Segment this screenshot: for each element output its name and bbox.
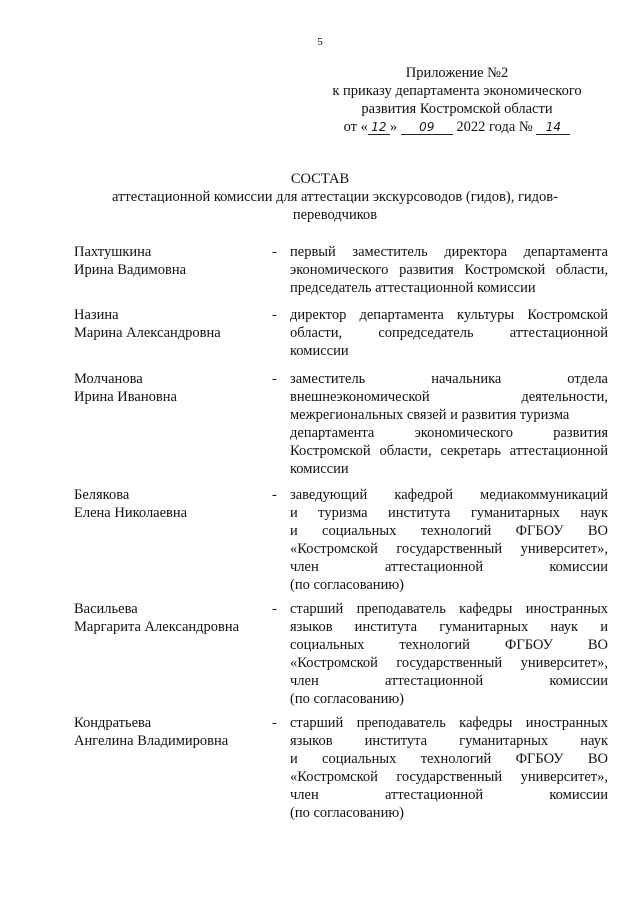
- year-text: 2022 года №: [456, 119, 533, 135]
- role-line: член аттестационной комиссии: [290, 787, 608, 803]
- role-line: первый заместитель директора департамента: [290, 244, 608, 260]
- role-line: директор департамента культуры Костромской: [290, 307, 608, 323]
- member-surname: Белякова: [74, 487, 130, 503]
- role-line: комиссии: [290, 461, 349, 477]
- page-number: 5: [317, 36, 323, 48]
- role-line: межрегиональных связей и развития туризма: [290, 407, 570, 423]
- member-dash: -: [272, 601, 277, 617]
- member-given-name: Елена Николаевна: [74, 505, 188, 521]
- member-surname: Васильева: [74, 601, 138, 617]
- member-given-name: Ирина Ивановна: [74, 389, 177, 405]
- role-line: и социальных технологий ФГБОУ ВО: [290, 523, 608, 539]
- appendix-header: [326, 64, 588, 136]
- member-surname: Кондратьева: [74, 715, 152, 731]
- date-mid: »: [389, 119, 398, 135]
- role-line: экономического развития Костромской области,: [290, 262, 608, 278]
- role-line: комиссии: [290, 343, 349, 359]
- member-role: [290, 486, 608, 594]
- role-line: «Костромской государственный университет»,: [290, 541, 608, 557]
- role-line: и социальных технологий ФГБОУ ВО: [290, 751, 608, 767]
- role-line: (по согласованию): [290, 691, 404, 707]
- role-line: председатель аттестационной комиссии: [290, 280, 536, 296]
- member-role: [290, 370, 608, 478]
- member-surname: Пахтушкина: [74, 244, 152, 260]
- role-line: заместитель начальника отдела: [290, 371, 608, 387]
- member-dash: -: [272, 307, 277, 323]
- role-line: «Костромской государственный университет»,: [290, 655, 608, 671]
- role-line: заведующий кафедрой медиакоммуникаций: [290, 487, 608, 503]
- member-given-name: Ангелина Владимировна: [74, 733, 229, 749]
- handwritten-day: 12: [368, 120, 390, 135]
- role-line: области, сопредседатель аттестационной: [290, 325, 608, 341]
- member-surname: Назина: [74, 307, 119, 323]
- member-given-name: Маргарита Александровна: [74, 619, 240, 635]
- member-name: [74, 600, 274, 636]
- member-role: [290, 600, 608, 708]
- member-dash: -: [272, 244, 277, 260]
- role-line: департамента экономического развития: [290, 425, 608, 441]
- role-line: «Костромской государственный университет»,: [290, 769, 608, 785]
- member-role: [290, 306, 608, 360]
- role-line: Костромской области, секретарь аттестационной: [290, 443, 608, 459]
- member-surname: Молчанова: [74, 371, 143, 387]
- handwritten-order-number: 14: [536, 120, 570, 135]
- role-line: старший преподаватель кафедры иностранных: [290, 715, 608, 731]
- role-line: член аттестационной комиссии: [290, 559, 608, 575]
- role-line: внешнеэкономической деятельности,: [290, 389, 608, 405]
- role-line: (по согласованию): [290, 805, 404, 821]
- member-name: [74, 486, 274, 522]
- document-title: СОСТАВ: [290, 171, 350, 187]
- appendix-order-line: к приказу департамента экономического: [332, 83, 582, 99]
- date-prefix: от «: [343, 119, 368, 135]
- role-line: языков института гуманитарных наук и: [290, 619, 608, 635]
- member-role: [290, 243, 608, 297]
- role-line: языков института гуманитарных наук: [290, 733, 608, 749]
- role-line: социальных технологий ФГБОУ ВО: [290, 637, 608, 653]
- member-role: [290, 714, 608, 822]
- appendix-title: Приложение №2: [405, 65, 509, 81]
- role-line: (по согласованию): [290, 577, 404, 593]
- member-given-name: Марина Александровна: [74, 325, 221, 341]
- member-name: [74, 714, 274, 750]
- role-line: член аттестационной комиссии: [290, 673, 608, 689]
- handwritten-month: 09: [401, 120, 453, 135]
- role-line: старший преподаватель кафедры иностранных: [290, 601, 608, 617]
- document-subtitle: аттестационной комиссии для аттестации экскурсоводов (гидов), гидов-переводчиков: [112, 189, 558, 223]
- role-line: и туризма института гуманитарных наук: [290, 505, 608, 521]
- appendix-department-line: развития Костромской области: [361, 101, 553, 117]
- member-dash: -: [272, 487, 277, 503]
- member-name: [74, 243, 274, 279]
- member-given-name: Ирина Вадимовна: [74, 262, 187, 278]
- appendix-date-line: [326, 118, 588, 136]
- member-name: [74, 306, 274, 342]
- member-dash: -: [272, 715, 277, 731]
- member-dash: -: [272, 371, 277, 387]
- member-name: [74, 370, 274, 406]
